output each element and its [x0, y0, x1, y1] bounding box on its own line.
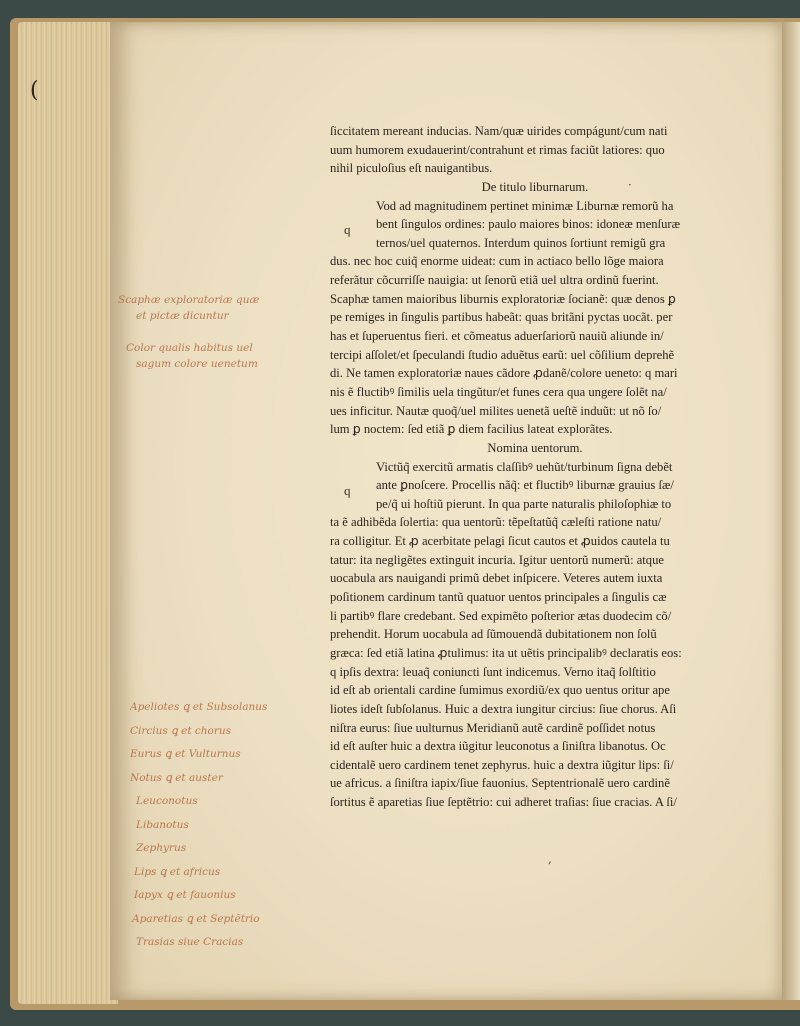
ink-dot-icon: · — [628, 178, 632, 192]
marginal-note: sagum colore uenetum — [136, 358, 258, 370]
marginal-note: Circius ꝗ et chorus — [130, 724, 232, 737]
marginal-note: Eurus ꝗ et Vulturnus — [130, 748, 241, 760]
text-line: cidentalẽ uero cardinem tenet zephyrus. huic a dextra iũgitur lips: ſi/ — [330, 757, 674, 772]
text-line: referãtur cõcurriſſe nauigia: ut ſenorũ etiã uel ultra ordinũ fuerint. — [330, 273, 659, 288]
text-line: ternos/uel quaternos. Interdum quinos ſortiunt remigũ gra — [376, 235, 666, 250]
text-line: has et ſuperuentus fieri. et cõmeatus aduerſariorũ nauiũ aliunde in/ — [330, 329, 664, 344]
text-line: liotes ideſt ſubſolanus. Huic a dextra iungitur circius: ſiue chorus. Aſi — [330, 701, 677, 716]
binding-mark-icon: ( — [30, 78, 39, 103]
heading-uentorum: Nomina uentorum. — [487, 440, 583, 455]
marginal-note: Apeliotes ꝗ et Subsolanus — [130, 701, 268, 713]
marginal-note: et pictæ dicuntur — [136, 310, 229, 322]
marginal-note: Lips ꝗ et africus — [134, 865, 221, 878]
marginal-note: Notus ꝗ et auster — [130, 771, 223, 784]
guide-letter-q: q — [344, 222, 351, 237]
marginal-note: Aparetias ꝗ et Septẽtrio — [132, 912, 260, 925]
text-line: pe/q̃ ui hoſtiũ pierunt. In qua parte naturalis philoſophiæ to — [376, 496, 672, 511]
marginal-note: Scaphæ exploratoriæ quæ — [118, 294, 260, 306]
text-line: di. Ne tamen exploratoriæ naues cãdore ꝓdanẽ/colore ueneto: q mari — [330, 366, 678, 381]
text-line: nis ẽ fluctibꝰ ſimilis uela tingũtur/et funes cera qua ungere ſolẽt na/ — [330, 384, 667, 399]
text-line: tatur: ita negligẽtes extinguit incuria. Igitur uentorũ numerũ: atque — [330, 552, 664, 567]
marginal-note: Leuconotus — [136, 795, 198, 807]
heading-liburnarum: De titulo liburnarum. — [481, 179, 589, 194]
text-line: q ipſis dextra: leuaq̃ coniuncti ſunt indicemus. Verno itaq̃ ſolſtitio — [330, 664, 656, 679]
main-text-block — [330, 122, 740, 812]
text-line: dus. nec hoc cuiq̃ enorme uideat: cum in actiaco bello lõge maiora — [330, 254, 664, 269]
text-line: bent ſingulos ordines: paulo maiores binos: idoneæ menſuræ — [376, 217, 680, 232]
text-line: Victũq̃ exercitũ armatis claſſibꝰ uehũt/turbinum ſigna debẽt — [376, 459, 673, 474]
text-line: ues inficitur. Nautæ quoq̃/uel milites uenetã ueſtẽ induũt: ut nõ ſo/ — [330, 403, 662, 418]
marginalia-group-1 — [118, 292, 318, 372]
page-edges — [18, 22, 118, 1004]
marginalia-group-2 — [130, 696, 320, 955]
text-line: pe remiges in ſingulis partibus habeãt: quas britãni pyctas uocãt. per — [330, 310, 673, 325]
facing-page-edge — [782, 22, 800, 1000]
guide-letter-q: q — [344, 483, 351, 498]
text-line: ta ẽ adhibẽda ſolertia: qua uentorũ: tẽpeſtatũq̃ cæleſti ratione natu/ — [330, 515, 662, 530]
text-line: tercipi aſſolet/et ſpeculandi ſtudio aduẽtus earũ: uel cõſilium deprehẽ — [330, 347, 675, 362]
marginal-note: Iapyx ꝗ et fauonius — [134, 889, 236, 901]
text-line: niſtra eurus: ſiue uulturnus Meridianũ autẽ cardinẽ poſſidet notus — [330, 720, 656, 735]
text-line: ſortitus ẽ aparetias ſiue ſeptẽtrio: cui adheret traſias: ſiue cracias. A ſi/ — [330, 795, 677, 810]
text-line: prehendit. Horum uocabula ad ſũmouendã dubitationem non ſolũ — [330, 627, 657, 642]
text-line: id eſt ab orientali cardine ſumimus exordiũ/ex quo uentus oritur ape — [330, 683, 670, 698]
ink-dot-icon: , — [548, 852, 552, 866]
text-line: ſiccitatem mereant inducias. Nam/quæ uirides compágunt/cum nati — [330, 124, 668, 138]
text-line: id eſt auſter huic a dextra iũgitur leuconotus a ſiniſtra libanotus. Oc — [330, 739, 666, 754]
marginal-note: Trasias siue Cracias — [136, 936, 244, 948]
text-line: nihil piculoſius eſt nauigantibus. — [330, 161, 493, 176]
text-line: li partibꝰ flare credebant. Sed expimẽto poſterior ætas duodecim cõ/ — [330, 608, 672, 623]
text-line: poſitionem cardinum tantũ quatuor uentos principales a ſingulis cæ — [330, 590, 667, 605]
marginal-note — [118, 324, 318, 340]
text-line: ante ꝑnoſcere. Procellis nãq̃: et fluctibꝰ liburnæ grauius ſæ/ — [376, 478, 674, 493]
text-line: uocabula ars nauigandi primũ debet inſpicere. Veteres autem iuxta — [330, 571, 663, 586]
marginal-note: Libanotus — [136, 818, 189, 831]
text-line: Vod ad magnitudinem pertinet minimæ Liburnæ remorũ ha — [376, 198, 674, 213]
text-line: græca: ſed etiã latina ꝓtulimus: ita ut uẽtis principalibꝰ declaratis eos: — [330, 645, 682, 660]
text-line: ue africus. a ſiniſtra iapix/ſiue fauonius. Septentrionalẽ uero cardinẽ — [330, 776, 670, 791]
text-line: ra colligitur. Et ꝓ acerbitate pelagi ſicut cautos et ꝓuidos cautela tu — [330, 534, 670, 549]
text-line: uum humorem exudauerint/contrahunt et rimas faciũt latiores: quo — [330, 142, 665, 157]
text-line: Scaphæ tamen maioribus liburnis exploratoriæ ſocianẽ: quæ denos ꝑ — [330, 291, 676, 306]
text-line: lum ꝑ noctem: ſed etiã ꝑ diem facilius lateat explorãtes. — [330, 422, 613, 437]
marginal-note: Zephyrus — [136, 842, 187, 854]
marginal-note: Color qualis habitus uel — [126, 342, 253, 354]
